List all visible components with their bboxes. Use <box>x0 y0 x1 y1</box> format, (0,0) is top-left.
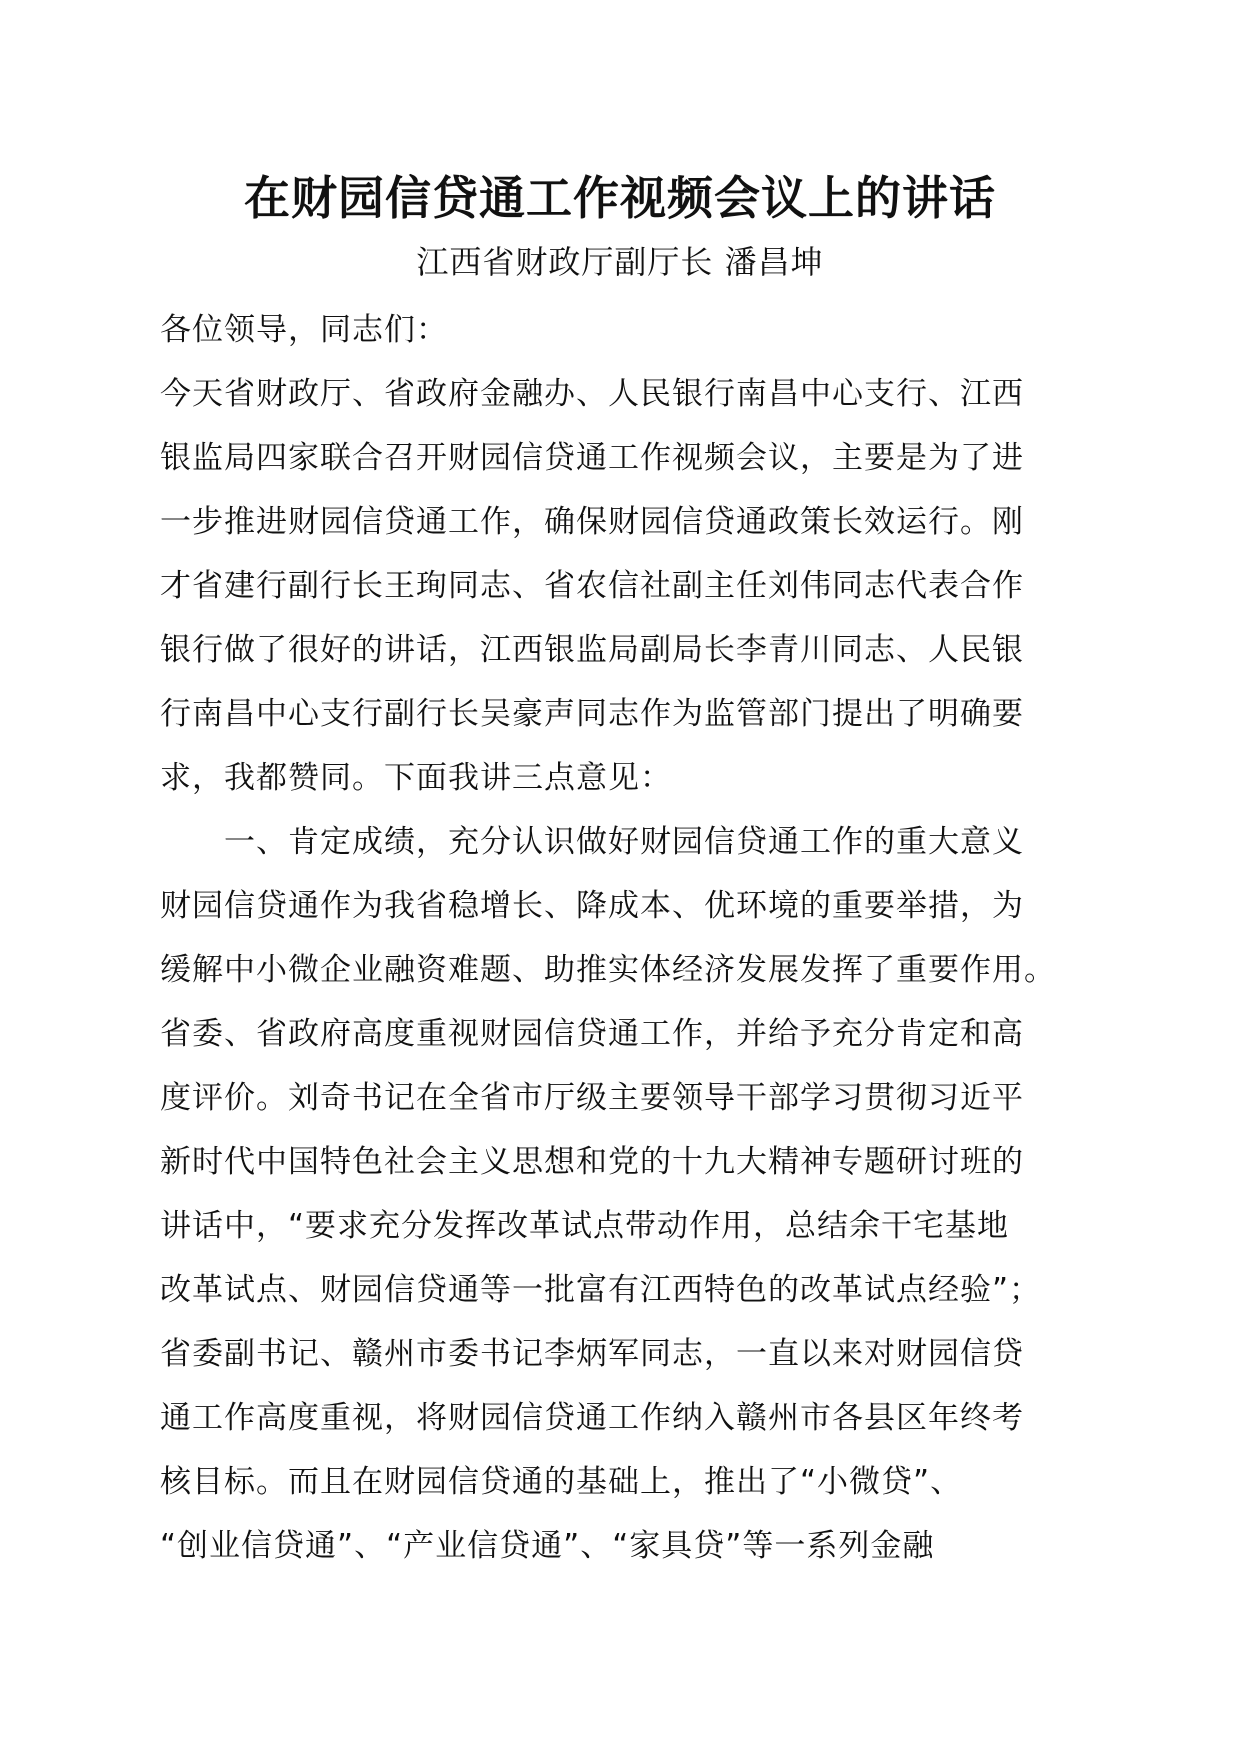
salutation: 各位领导，同志们： <box>160 312 448 348</box>
paragraph-line: 今天省财政厅、省政府金融办、人民银行南昌中心支行、江西 <box>160 376 1024 412</box>
paragraph-line: 核目标。而且在财园信贷通的基础上，推出了“小微贷”、 <box>160 1464 963 1500</box>
paragraph-line: 改革试点、财园信贷通等一批富有江西特色的改革试点经验”； <box>160 1272 1042 1308</box>
paragraph-line: 缓解中小微企业融资难题、助推实体经济发展发挥了重要作用。 <box>160 952 1056 988</box>
paragraph-line: “创业信贷通”、“产业信贷通”、“家具贷”等一系列金融 <box>160 1528 935 1564</box>
paragraph-line: 讲话中，“要求充分发挥改革试点带动作用，总结余干宅基地 <box>160 1208 1010 1244</box>
paragraph-line: 一步推进财园信贷通工作，确保财园信贷通政策长效运行。刚 <box>160 504 1024 540</box>
paragraph-line: 省委、省政府高度重视财园信贷通工作，并给予充分肯定和高 <box>160 1016 1024 1052</box>
paragraph-line: 省委副书记、赣州市委书记李炳军同志，一直以来对财园信贷 <box>160 1336 1024 1372</box>
paragraph-line: 银行做了很好的讲话，江西银监局副局长李青川同志、人民银 <box>160 632 1024 668</box>
document-body <box>160 298 1160 1578</box>
paragraph-line: 求，我都赞同。下面我讲三点意见： <box>160 760 672 796</box>
paragraph-line: 行南昌中心支行副行长吴豪声同志作为监管部门提出了明确要 <box>160 696 1024 732</box>
paragraph-line: 新时代中国特色社会主义思想和党的十九大精神专题研讨班的 <box>160 1144 1024 1180</box>
paragraph-line: 银监局四家联合召开财园信贷通工作视频会议，主要是为了进 <box>160 440 1024 476</box>
paragraph-line: 才省建行副行长王珣同志、省农信社副主任刘伟同志代表合作 <box>160 568 1024 604</box>
document-title: 在财园信贷通工作视频会议上的讲话 <box>244 171 996 225</box>
section-heading: 一、肯定成绩，充分认识做好财园信贷通工作的重大意义 <box>224 824 1024 860</box>
paragraph-line: 通工作高度重视，将财园信贷通工作纳入赣州市各县区年终考 <box>160 1400 1024 1436</box>
paragraph-line: 财园信贷通作为我省稳增长、降成本、优环境的重要举措，为 <box>160 888 1024 924</box>
author-line: 江西省财政厅副厅长 潘昌坤 <box>416 243 824 281</box>
paragraph-line: 度评价。刘奇书记在全省市厅级主要领导干部学习贯彻习近平 <box>160 1080 1024 1116</box>
